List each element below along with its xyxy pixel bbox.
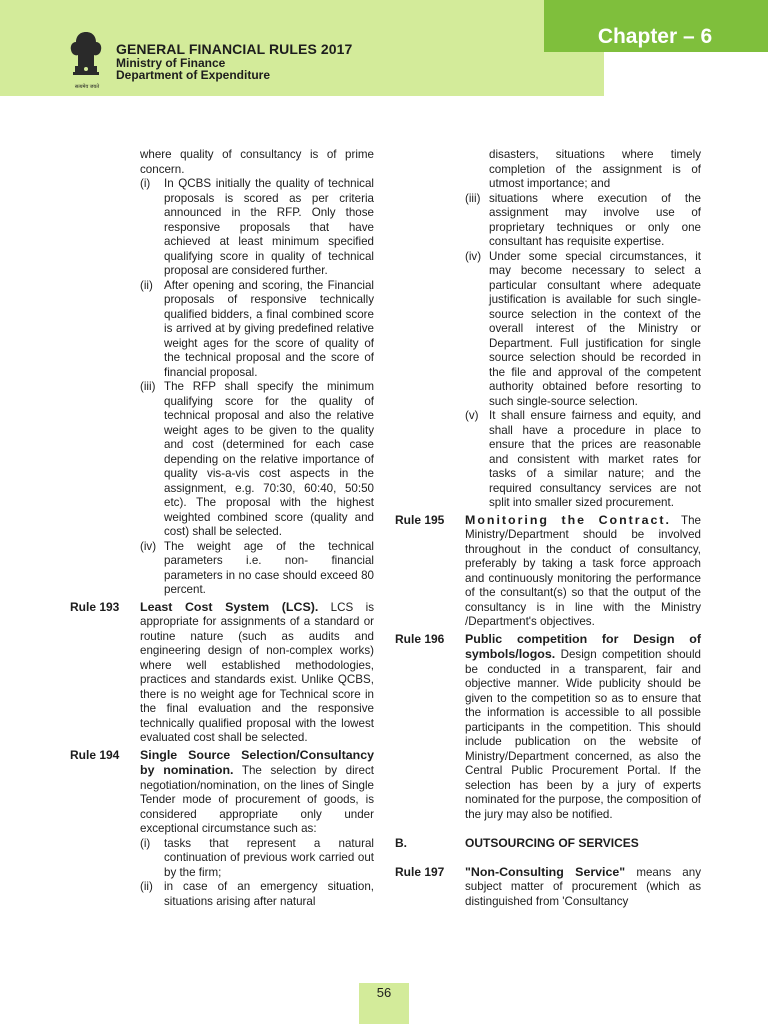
item-number: (iii) (140, 380, 156, 393)
chapter-tab: Chapter – 6 (544, 0, 768, 52)
list-item (395, 250, 701, 410)
rule-number: Rule 194 (70, 747, 120, 762)
rule-body (140, 600, 374, 746)
list-item (70, 279, 374, 381)
rule-number: Rule 195 (395, 512, 445, 527)
list-item (395, 409, 701, 511)
item-number: (i) (140, 836, 151, 850)
continuation-text: where quality of consultancy is of prime concern. (140, 148, 374, 176)
list-item (395, 192, 701, 250)
item-text: tasks that represent a natural continuation of previous work carried out by the firm; (164, 836, 374, 879)
rule-194 (70, 748, 374, 837)
rule-number: Rule 196 (395, 631, 445, 646)
item-number: (ii) (140, 880, 153, 893)
rule-195 (395, 513, 701, 630)
item-number: (v) (465, 409, 479, 422)
rule-heading: Monitoring the Contract. (465, 512, 671, 527)
rule-body (465, 513, 701, 630)
rule-body (465, 865, 701, 910)
continuation-text: disasters, situations where timely completion of the assignment is of utmost importance; and (489, 148, 701, 190)
rule-number: Rule 193 (70, 599, 120, 614)
rule-heading: Single Source Selection/Consultancy by nomination. (140, 747, 374, 777)
rule-text: The Ministry/Department should be involved throughout in the conduct of consultancy, preferably by taking a task force approach and continuously monitoring the performance of the consultant(s) so that the output of the consultancy is in line with the Ministry /Department's objectives. (465, 513, 701, 628)
rule-text: means any subject matter of procurement (which as distinguished from 'Consultancy (465, 865, 701, 908)
item-text: After opening and scoring, the Financial proposals of responsive technically qualified bidders, a final combined score is arrived at by giving predefined relative weight ages for the score of quality of the technical proposal and the score of financial proposal. (164, 278, 374, 379)
list-item (395, 148, 701, 192)
item-number: (iv) (465, 249, 482, 263)
rule-heading: "Non-Consulting Service" (465, 864, 626, 879)
item-text: In QCBS initially the quality of technical proposals is scored as per criteria announced in the RFP. Only those responsive proposals that have achieved at least minimum specified qualifying score in quality of technical proposal are considered further. (164, 177, 374, 277)
list-item (70, 880, 374, 909)
list-item (70, 540, 374, 598)
rule-text: Design competition should be conducted in a transparent, fair and objective manner. Wide publicity should be given to the competition so as to ensure that the information is accessible to all possible participants in the competition. This should include publication on the website of Ministry/Department concerned, as also the Central Public Procurement Portal. If the selection has been by a jury of experts nominated for the purpose, the composition of the jury may also be notified. (465, 648, 701, 821)
item-text: It shall ensure fairness and equity, and shall have a procedure in place to ensure that the prices are reasonable and consistent with market rates for tasks of a similar nature; and the required consultancy services are not split into smaller sized procurement. (489, 409, 701, 509)
rule-body (465, 632, 701, 823)
list-item (70, 177, 374, 279)
document-title: GENERAL FINANCIAL RULES 2017 (116, 41, 353, 57)
item-number: (i) (140, 177, 151, 190)
rule-heading: Public competition for Design of symbols/logos. (465, 631, 701, 661)
section-heading (395, 836, 701, 851)
national-emblem-icon (66, 28, 106, 90)
emblem-caption: सत्यमेव जयते (74, 84, 100, 90)
rule-body (140, 748, 374, 837)
item-text: The weight age of the technical parameters i.e. non- financial parameters in no case should exceed 80 percent. (164, 539, 374, 596)
item-number: (ii) (140, 278, 153, 292)
item-text: in case of an emergency situation, situations arising after natural (164, 880, 374, 908)
right-column (395, 148, 701, 909)
item-number: (iii) (465, 191, 481, 205)
rule-193 (70, 600, 374, 746)
rule-196 (395, 632, 701, 823)
item-text: situations where execution of the assignment may involve use of proprietary techniques or only one consultant has requisite expertise. (489, 191, 701, 248)
section-title: OUTSOURCING OF SERVICES (465, 836, 639, 850)
header-text (116, 42, 352, 82)
item-text: Under some special circumstances, it may become necessary to select a particular consultant where adequate justification is available for such single-source selection in the context of the overall interest of the Ministry or Department. Full justification for single source selection should be recorded in the file and approval of the competent authority obtained before resorting to such single-source selection. (489, 249, 701, 408)
item-number: (iv) (140, 539, 157, 553)
rule-197 (395, 865, 701, 910)
list-item (70, 380, 374, 540)
rule-text: LCS is appropriate for assignments of a standard or routine nature (such as audits and engineering design of non-complex works) where well established methodologies, practices and standards exist. Unlike QCBS, there is no weight age for Technical score in the final evaluation and the responsive technically qualified proposal with the lowest evaluated cost shall be selected. (140, 600, 374, 744)
page-number: 56 (359, 983, 409, 1024)
list-item (70, 837, 374, 881)
ministry-name: Ministry of Finance (116, 55, 226, 70)
rule-heading: Least Cost System (LCS). (140, 599, 319, 614)
department-name: Department of Expenditure (116, 68, 271, 83)
section-number: B. (395, 836, 407, 850)
left-column (70, 148, 374, 909)
item-text: The RFP shall specify the minimum qualifying score for the quality of technical proposal and also the relative weight ages to be given to the quality and cost (determined for each case depending on the relative importance of quality vis-a-vis cost aspects in the assignment, e.g. 70:30, 60:40, 50:50 etc). The proposal with the highest weighted combined score (quality and cost) shall be selected. (164, 380, 374, 538)
rule-number: Rule 197 (395, 864, 445, 879)
rule-text: The selection by direct negotiation/nomination, on the lines of Single Tender mode of procurement of goods, is considered appropriate only under exceptional circumstance such as: (140, 764, 374, 835)
item-number (465, 148, 489, 192)
